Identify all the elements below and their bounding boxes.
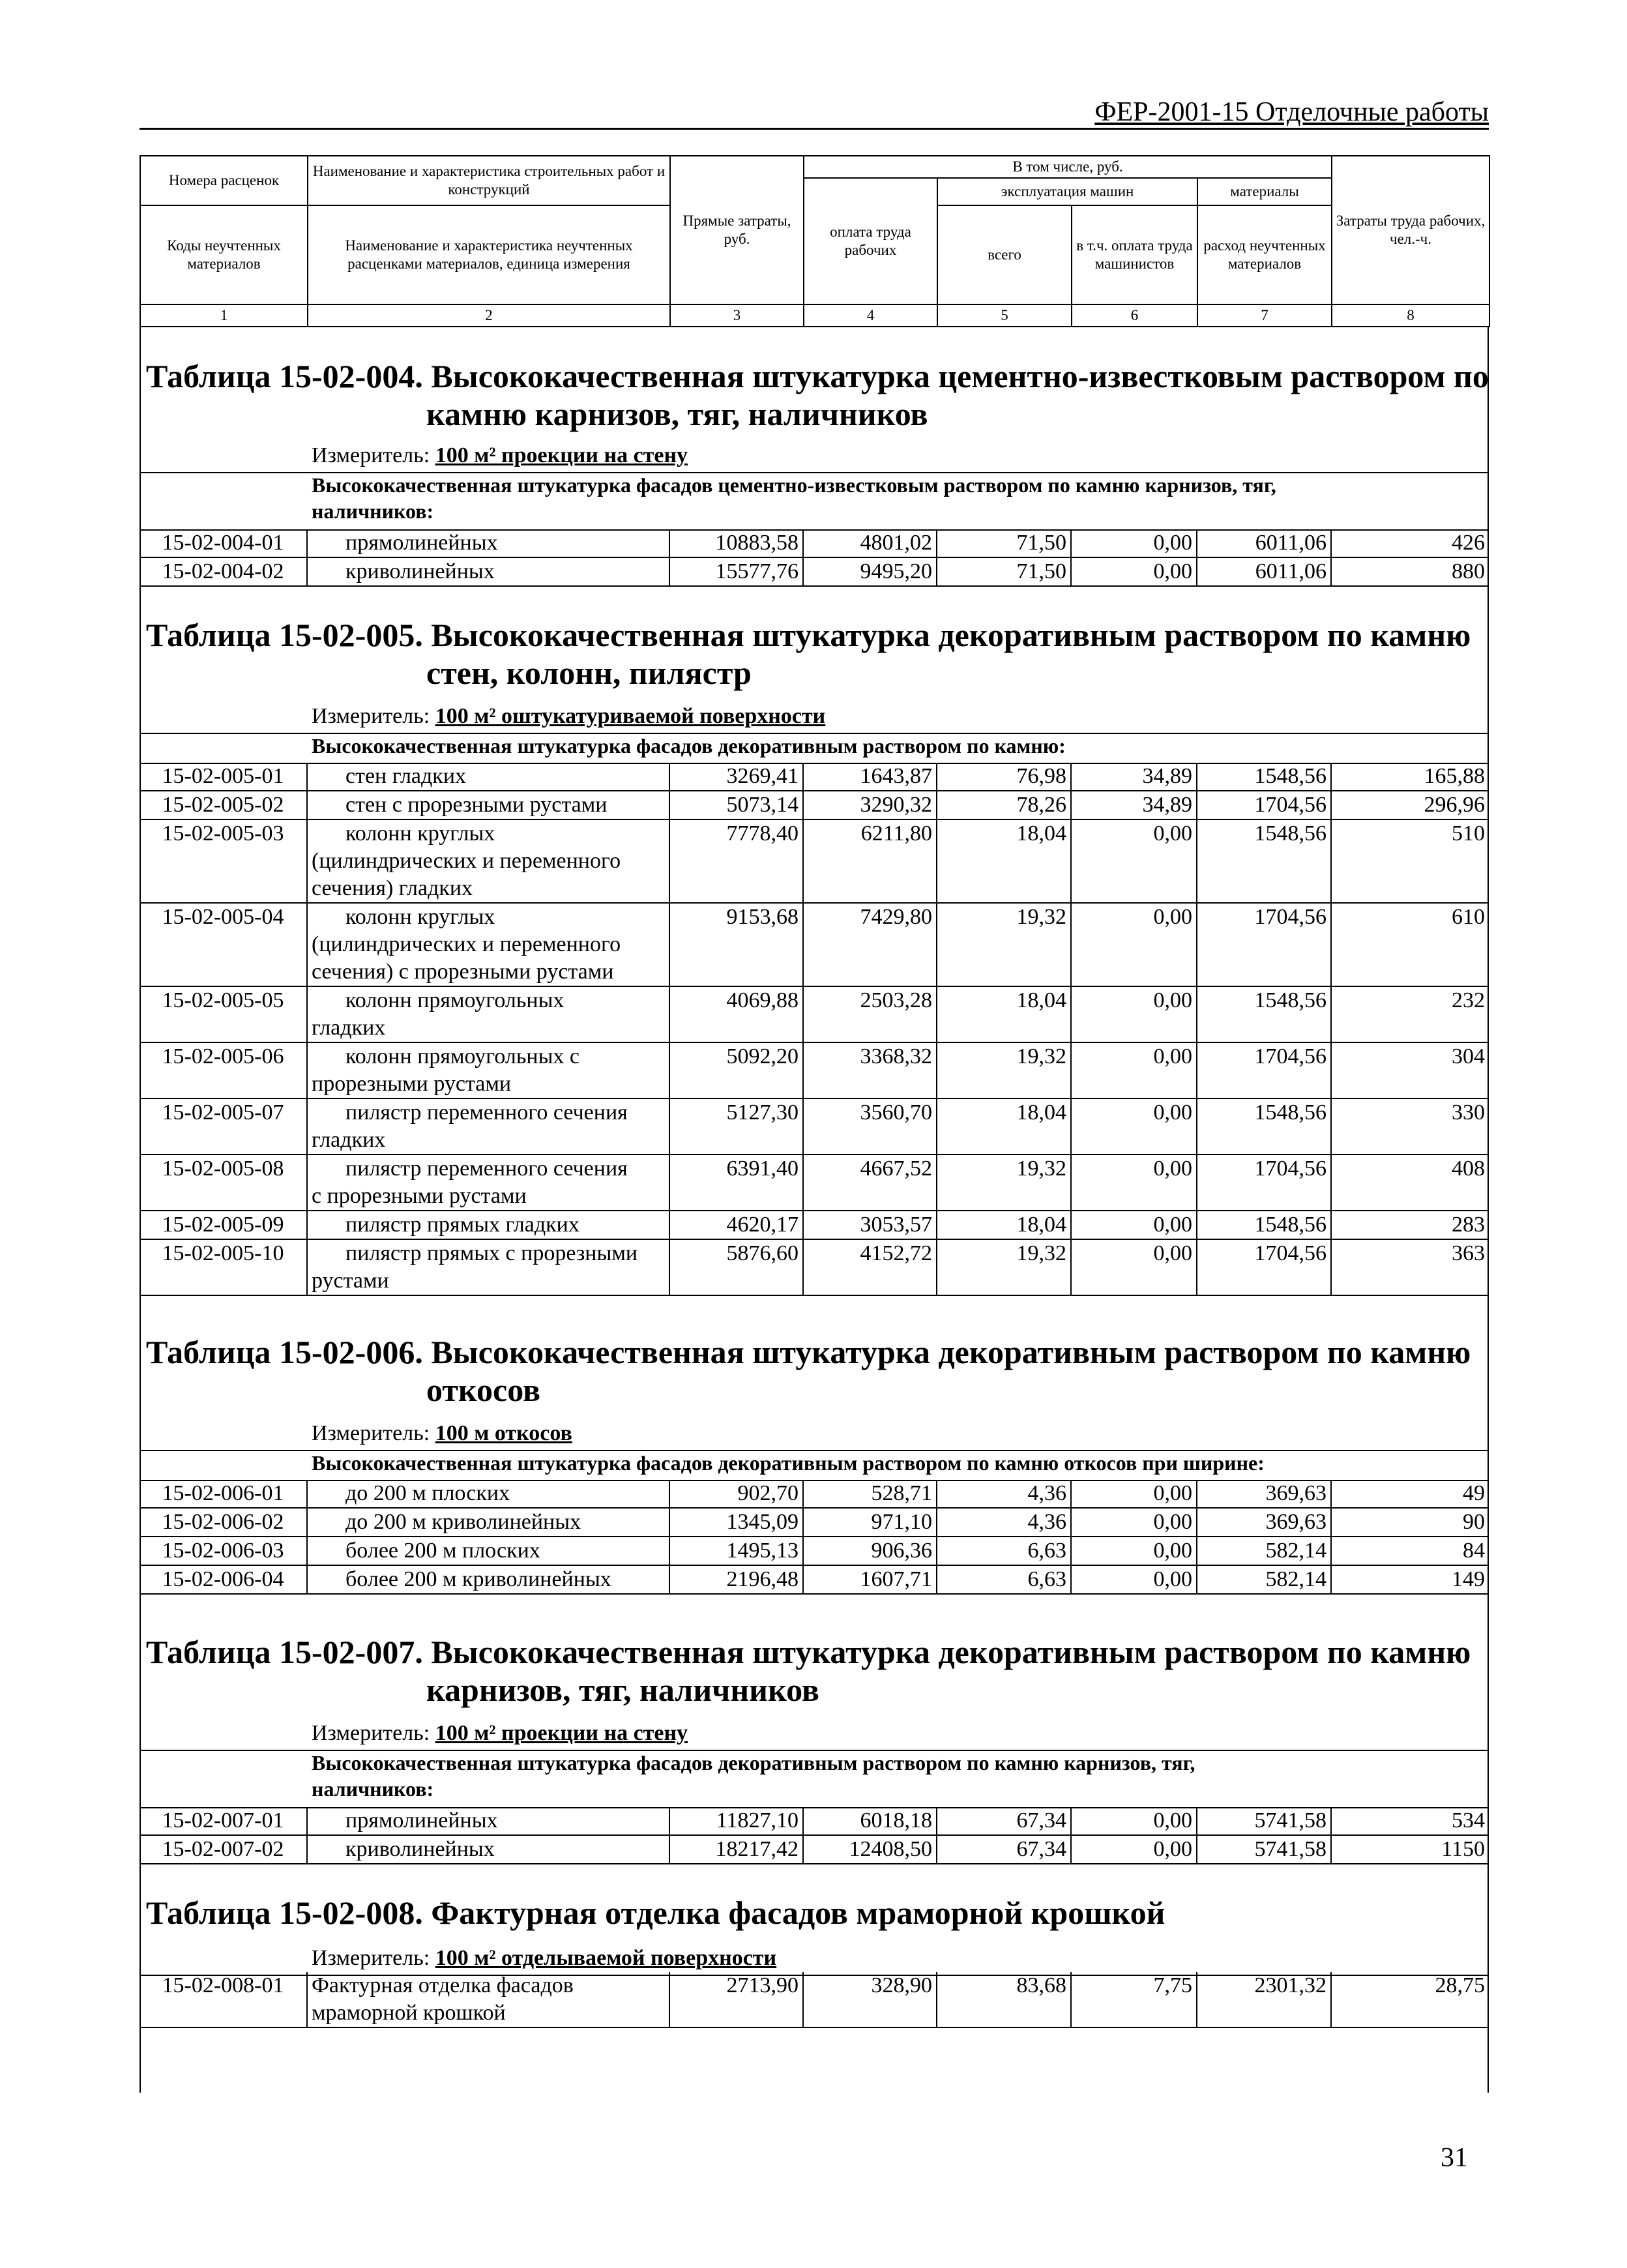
value-machinist-pay: 0,00 [1071, 557, 1197, 586]
title-underline [139, 128, 1489, 130]
rate-name-line: Фактурная отделка фасадов [312, 1973, 574, 1997]
value-direct-cost: 5876,60 [669, 1239, 803, 1295]
value-materials: 1548,56 [1197, 763, 1331, 791]
group-heading-line1: Высококачественная штукатурка фасадов декоративным раствором по камню карнизов, тяг, [312, 1751, 1195, 1775]
value-machine-total: 6,63 [937, 1565, 1071, 1594]
rate-code: 15-02-005-04 [139, 903, 307, 986]
hdr-name2: Наименование и характеристика неучтенных расценками материалов, единица измерения [308, 205, 670, 304]
rate-name-line: пилястр переменного сечения [345, 1156, 628, 1181]
meter-value: 100 м² проекции на стену [435, 443, 688, 467]
rate-name-line: с прорезными рустами [312, 1184, 527, 1208]
value-labor-pay: 4667,52 [803, 1155, 937, 1211]
group-heading-line2: наличников: [312, 1777, 434, 1801]
value-machinist-pay: 0,00 [1071, 1508, 1197, 1537]
column-number-5: 5 [937, 304, 1072, 327]
rate-name-line: более 200 м плоских [345, 1539, 540, 1563]
rate-name-line: гладких [312, 1128, 386, 1152]
rate-code: 15-02-008-01 [139, 1972, 307, 2027]
value-labor-hours: 296,96 [1331, 791, 1489, 819]
rate-code: 15-02-004-01 [139, 529, 307, 557]
rate-name-line: до 200 м плоских [345, 1481, 510, 1505]
hdr-ekspl: эксплуатация машин [937, 178, 1197, 205]
value-machine-total: 67,34 [937, 1835, 1071, 1864]
section-frame [139, 326, 1489, 2093]
rate-name-line: колонн круглых [345, 905, 495, 929]
value-machine-total: 4,36 [937, 1480, 1071, 1508]
value-labor-hours: 304 [1331, 1042, 1489, 1098]
rate-code: 15-02-005-08 [139, 1155, 307, 1211]
value-materials: 2301,32 [1197, 1972, 1331, 2027]
rate-name-line: криволинейных [345, 559, 495, 583]
value-machine-total: 78,26 [937, 791, 1071, 819]
value-direct-cost: 4620,17 [669, 1211, 803, 1239]
rate-code: 15-02-005-07 [139, 1098, 307, 1155]
value-materials: 5741,58 [1197, 1835, 1331, 1864]
value-direct-cost: 7778,40 [669, 819, 803, 903]
value-labor-pay: 3368,32 [803, 1042, 937, 1098]
rate-name-line: стен гладких [345, 764, 467, 788]
value-direct-cost: 18217,42 [669, 1835, 803, 1864]
rate-name-line: более 200 м криволинейных [345, 1567, 611, 1591]
column-number-8: 8 [1332, 304, 1489, 327]
value-materials: 6011,06 [1197, 529, 1331, 557]
value-machine-total: 19,32 [937, 1155, 1071, 1211]
value-machinist-pay: 0,00 [1071, 986, 1197, 1042]
rate-code: 15-02-007-01 [139, 1807, 307, 1835]
meter-value: 100 м² отделываемой поверхности [435, 1946, 777, 1970]
group-heading-line2: наличников: [312, 499, 434, 523]
value-materials: 6011,06 [1197, 557, 1331, 586]
value-direct-cost: 2196,48 [669, 1565, 803, 1594]
page-number: 31 [1441, 2143, 1468, 2173]
group-heading-line1: Высококачественная штукатурка фасадов декоративным раствором по камню откосов при ширине: [312, 1451, 1265, 1475]
value-labor-hours: 610 [1331, 903, 1489, 986]
meter-label: Измеритель: [312, 704, 435, 728]
value-machinist-pay: 0,00 [1071, 819, 1197, 903]
value-machinist-pay: 0,00 [1071, 1565, 1197, 1594]
hdr-kody: Коды неучтенных материалов [140, 205, 308, 304]
value-machinist-pay: 0,00 [1071, 529, 1197, 557]
value-labor-pay: 328,90 [803, 1972, 937, 2027]
value-labor-hours: 363 [1331, 1239, 1489, 1295]
rate-name-line: колонн прямоугольных [345, 988, 564, 1012]
value-labor-pay: 4801,02 [803, 529, 937, 557]
value-labor-hours: 408 [1331, 1155, 1489, 1211]
rate-code: 15-02-006-03 [139, 1537, 307, 1565]
rate-code: 15-02-005-01 [139, 763, 307, 791]
value-labor-hours: 534 [1331, 1807, 1489, 1835]
value-labor-hours: 330 [1331, 1098, 1489, 1155]
value-machine-total: 19,32 [937, 1042, 1071, 1098]
rate-name-line: рустами [312, 1269, 389, 1293]
meter-label: Измеритель: [312, 443, 435, 467]
value-labor-hours: 90 [1331, 1508, 1489, 1537]
rate-name-line: пилястр прямых гладких [345, 1213, 579, 1237]
value-labor-pay: 2503,28 [803, 986, 937, 1042]
value-labor-hours: 49 [1331, 1480, 1489, 1508]
value-direct-cost: 11827,10 [669, 1807, 803, 1835]
value-materials: 5741,58 [1197, 1807, 1331, 1835]
value-labor-hours: 232 [1331, 986, 1489, 1042]
value-machine-total: 76,98 [937, 763, 1071, 791]
rate-code: 15-02-005-03 [139, 819, 307, 903]
rate-name-line: гладких [312, 1016, 386, 1040]
hdr-nomera: Номера расценок [140, 156, 308, 205]
value-labor-pay: 12408,50 [803, 1835, 937, 1864]
value-materials: 369,63 [1197, 1480, 1331, 1508]
table-title-line2: камню карнизов, тяг, наличников [426, 396, 928, 432]
rate-name-line: криволинейных [345, 1837, 495, 1861]
value-direct-cost: 1345,09 [669, 1508, 803, 1537]
rate-name-line: стен с прорезными рустами [345, 793, 608, 817]
value-machine-total: 4,36 [937, 1508, 1071, 1537]
value-machinist-pay: 0,00 [1071, 1155, 1197, 1211]
rate-code: 15-02-005-10 [139, 1239, 307, 1295]
value-materials: 1704,56 [1197, 791, 1331, 819]
value-materials: 1704,56 [1197, 1042, 1331, 1098]
hdr-rashod: расход неучтенных материалов [1197, 205, 1332, 304]
rate-code: 15-02-005-06 [139, 1042, 307, 1098]
value-direct-cost: 1495,13 [669, 1537, 803, 1565]
column-number-row [140, 304, 1489, 327]
value-machine-total: 83,68 [937, 1972, 1071, 2027]
value-labor-hours: 283 [1331, 1211, 1489, 1239]
table-title-line1: Таблица 15-02-007. Высококачественная штукатурка декоративным раствором по камню [146, 1634, 1471, 1670]
value-direct-cost: 9153,68 [669, 903, 803, 986]
rate-name-line: сечения) с прорезными рустами [312, 960, 614, 984]
table-title-line1: Таблица 15-02-006. Высококачественная штукатурка декоративным раствором по камню [146, 1334, 1471, 1370]
value-machine-total: 71,50 [937, 557, 1071, 586]
rate-name-line: (цилиндрических и переменного [312, 849, 621, 873]
value-labor-pay: 906,36 [803, 1537, 937, 1565]
value-labor-hours: 426 [1331, 529, 1489, 557]
rate-name-line: мраморной крошкой [312, 2001, 506, 2025]
value-labor-hours: 149 [1331, 1565, 1489, 1594]
rate-code: 15-02-006-02 [139, 1508, 307, 1537]
value-materials: 1548,56 [1197, 1211, 1331, 1239]
rate-name-line: (цилиндрических и переменного [312, 932, 621, 956]
value-machinist-pay: 0,00 [1071, 1807, 1197, 1835]
value-machine-total: 18,04 [937, 1211, 1071, 1239]
hdr-pryamye: Прямые затраты, руб. [670, 156, 804, 304]
column-number-2: 2 [308, 304, 670, 327]
rate-code: 15-02-007-02 [139, 1835, 307, 1864]
table-title-line2: стен, колонн, пилястр [426, 655, 752, 691]
rate-code: 15-02-005-02 [139, 791, 307, 819]
hdr-vtch: в т.ч. оплата труда машинистов [1072, 205, 1197, 304]
table-title-line2: откосов [426, 1372, 540, 1408]
value-labor-pay: 3053,57 [803, 1211, 937, 1239]
column-number-4: 4 [804, 304, 937, 327]
value-labor-pay: 1607,71 [803, 1565, 937, 1594]
value-labor-pay: 1643,87 [803, 763, 937, 791]
rate-name-line: прямолинейных [345, 531, 498, 555]
value-labor-pay: 528,71 [803, 1480, 937, 1508]
value-direct-cost: 902,70 [669, 1480, 803, 1508]
value-machinist-pay: 0,00 [1071, 1211, 1197, 1239]
value-machinist-pay: 0,00 [1071, 1239, 1197, 1295]
value-machinist-pay: 0,00 [1071, 1537, 1197, 1565]
value-labor-pay: 7429,80 [803, 903, 937, 986]
value-machine-total: 18,04 [937, 1098, 1071, 1155]
column-number-1: 1 [140, 304, 308, 327]
value-labor-pay: 4152,72 [803, 1239, 937, 1295]
value-direct-cost: 15577,76 [669, 557, 803, 586]
value-materials: 1548,56 [1197, 819, 1331, 903]
table-title-line1: Таблица 15-02-008. Фактурная отделка фасадов мраморной крошкой [146, 1894, 1165, 1931]
value-labor-pay: 6018,18 [803, 1807, 937, 1835]
hdr-zatraty: Затраты труда рабочих, чел.-ч. [1332, 156, 1489, 304]
value-machine-total: 18,04 [937, 986, 1071, 1042]
column-number-7: 7 [1197, 304, 1332, 327]
hdr-materialy: материалы [1197, 178, 1332, 205]
value-labor-pay: 6211,80 [803, 819, 937, 903]
hdr-oplata: оплата труда рабочих [804, 178, 937, 304]
rate-name-line: колонн круглых [345, 821, 495, 846]
value-machinist-pay: 0,00 [1071, 1098, 1197, 1155]
meter-value: 100 м² оштукатуриваемой поверхности [435, 704, 826, 728]
rate-code: 15-02-006-01 [139, 1480, 307, 1508]
value-labor-hours: 880 [1331, 557, 1489, 586]
rate-code: 15-02-006-04 [139, 1565, 307, 1594]
value-machinist-pay: 0,00 [1071, 1480, 1197, 1508]
value-labor-hours: 28,75 [1331, 1972, 1489, 2027]
value-materials: 1548,56 [1197, 986, 1331, 1042]
value-direct-cost: 3269,41 [669, 763, 803, 791]
meter-value: 100 м откосов [435, 1421, 572, 1445]
value-machine-total: 6,63 [937, 1537, 1071, 1565]
rate-name-line: сечения) гладких [312, 876, 473, 900]
value-direct-cost: 10883,58 [669, 529, 803, 557]
group-heading-line1: Высококачественная штукатурка фасадов цементно-известковым раствором по камню карнизов, тяг, [312, 473, 1276, 497]
value-labor-pay: 3290,32 [803, 791, 937, 819]
rate-code: 15-02-005-05 [139, 986, 307, 1042]
value-materials: 1704,56 [1197, 903, 1331, 986]
value-direct-cost: 4069,88 [669, 986, 803, 1042]
value-direct-cost: 5073,14 [669, 791, 803, 819]
meter-value: 100 м² проекции на стену [435, 1721, 688, 1745]
rate-name-line: прямолинейных [345, 1808, 498, 1833]
value-materials: 1704,56 [1197, 1155, 1331, 1211]
value-machine-total: 71,50 [937, 529, 1071, 557]
group-heading-line1: Высококачественная штукатурка фасадов декоративным раствором по камню: [312, 734, 1066, 758]
value-labor-hours: 165,88 [1331, 763, 1489, 791]
value-labor-pay: 971,10 [803, 1508, 937, 1537]
value-machinist-pay: 0,00 [1071, 1042, 1197, 1098]
rate-name-line: пилястр переменного сечения [345, 1100, 628, 1125]
value-labor-hours: 1150 [1331, 1835, 1489, 1864]
value-machinist-pay: 0,00 [1071, 903, 1197, 986]
rate-name-line: пилястр прямых с прорезными [345, 1241, 638, 1265]
rate-code: 15-02-004-02 [139, 557, 307, 586]
value-direct-cost: 5127,30 [669, 1098, 803, 1155]
value-machinist-pay: 34,89 [1071, 791, 1197, 819]
rate-name-line: до 200 м криволинейных [345, 1510, 581, 1534]
value-machinist-pay: 0,00 [1071, 1835, 1197, 1864]
value-direct-cost: 6391,40 [669, 1155, 803, 1211]
column-header-table [139, 155, 1490, 327]
value-machine-total: 18,04 [937, 819, 1071, 903]
table-title-line1: Таблица 15-02-004. Высококачественная штукатурка цементно-известковым раствором по [146, 358, 1489, 394]
hdr-name: Наименование и характеристика строительных работ и конструкций [308, 156, 670, 205]
rate-code: 15-02-005-09 [139, 1211, 307, 1239]
document-title: ФЕР-2001-15 Отделочные работы [1094, 97, 1489, 127]
value-direct-cost: 5092,20 [669, 1042, 803, 1098]
value-labor-pay: 9495,20 [803, 557, 937, 586]
value-materials: 369,63 [1197, 1508, 1331, 1537]
table-title-line2: карнизов, тяг, наличников [426, 1672, 819, 1708]
value-machinist-pay: 7,75 [1071, 1972, 1197, 2027]
column-number-6: 6 [1072, 304, 1197, 327]
value-machine-total: 19,32 [937, 1239, 1071, 1295]
value-labor-hours: 84 [1331, 1537, 1489, 1565]
value-direct-cost: 2713,90 [669, 1972, 803, 2027]
value-labor-pay: 3560,70 [803, 1098, 937, 1155]
value-machine-total: 67,34 [937, 1807, 1071, 1835]
value-materials: 1704,56 [1197, 1239, 1331, 1295]
value-materials: 1548,56 [1197, 1098, 1331, 1155]
table-title-line1: Таблица 15-02-005. Высококачественная штукатурка декоративным раствором по камню [146, 617, 1471, 653]
meter-label: Измеритель: [312, 1946, 435, 1970]
value-labor-hours: 510 [1331, 819, 1489, 903]
value-materials: 582,14 [1197, 1537, 1331, 1565]
rate-name-line: прорезными рустами [312, 1072, 512, 1096]
value-materials: 582,14 [1197, 1565, 1331, 1594]
hdr-vsego: всего [937, 205, 1072, 304]
column-number-3: 3 [670, 304, 804, 327]
hdr-vtom: В том числе, руб. [804, 156, 1332, 178]
meter-label: Измеритель: [312, 1721, 435, 1745]
value-machine-total: 19,32 [937, 903, 1071, 986]
value-machinist-pay: 34,89 [1071, 763, 1197, 791]
rate-name-line: колонн прямоугольных с [345, 1044, 580, 1068]
meter-label: Измеритель: [312, 1421, 435, 1445]
